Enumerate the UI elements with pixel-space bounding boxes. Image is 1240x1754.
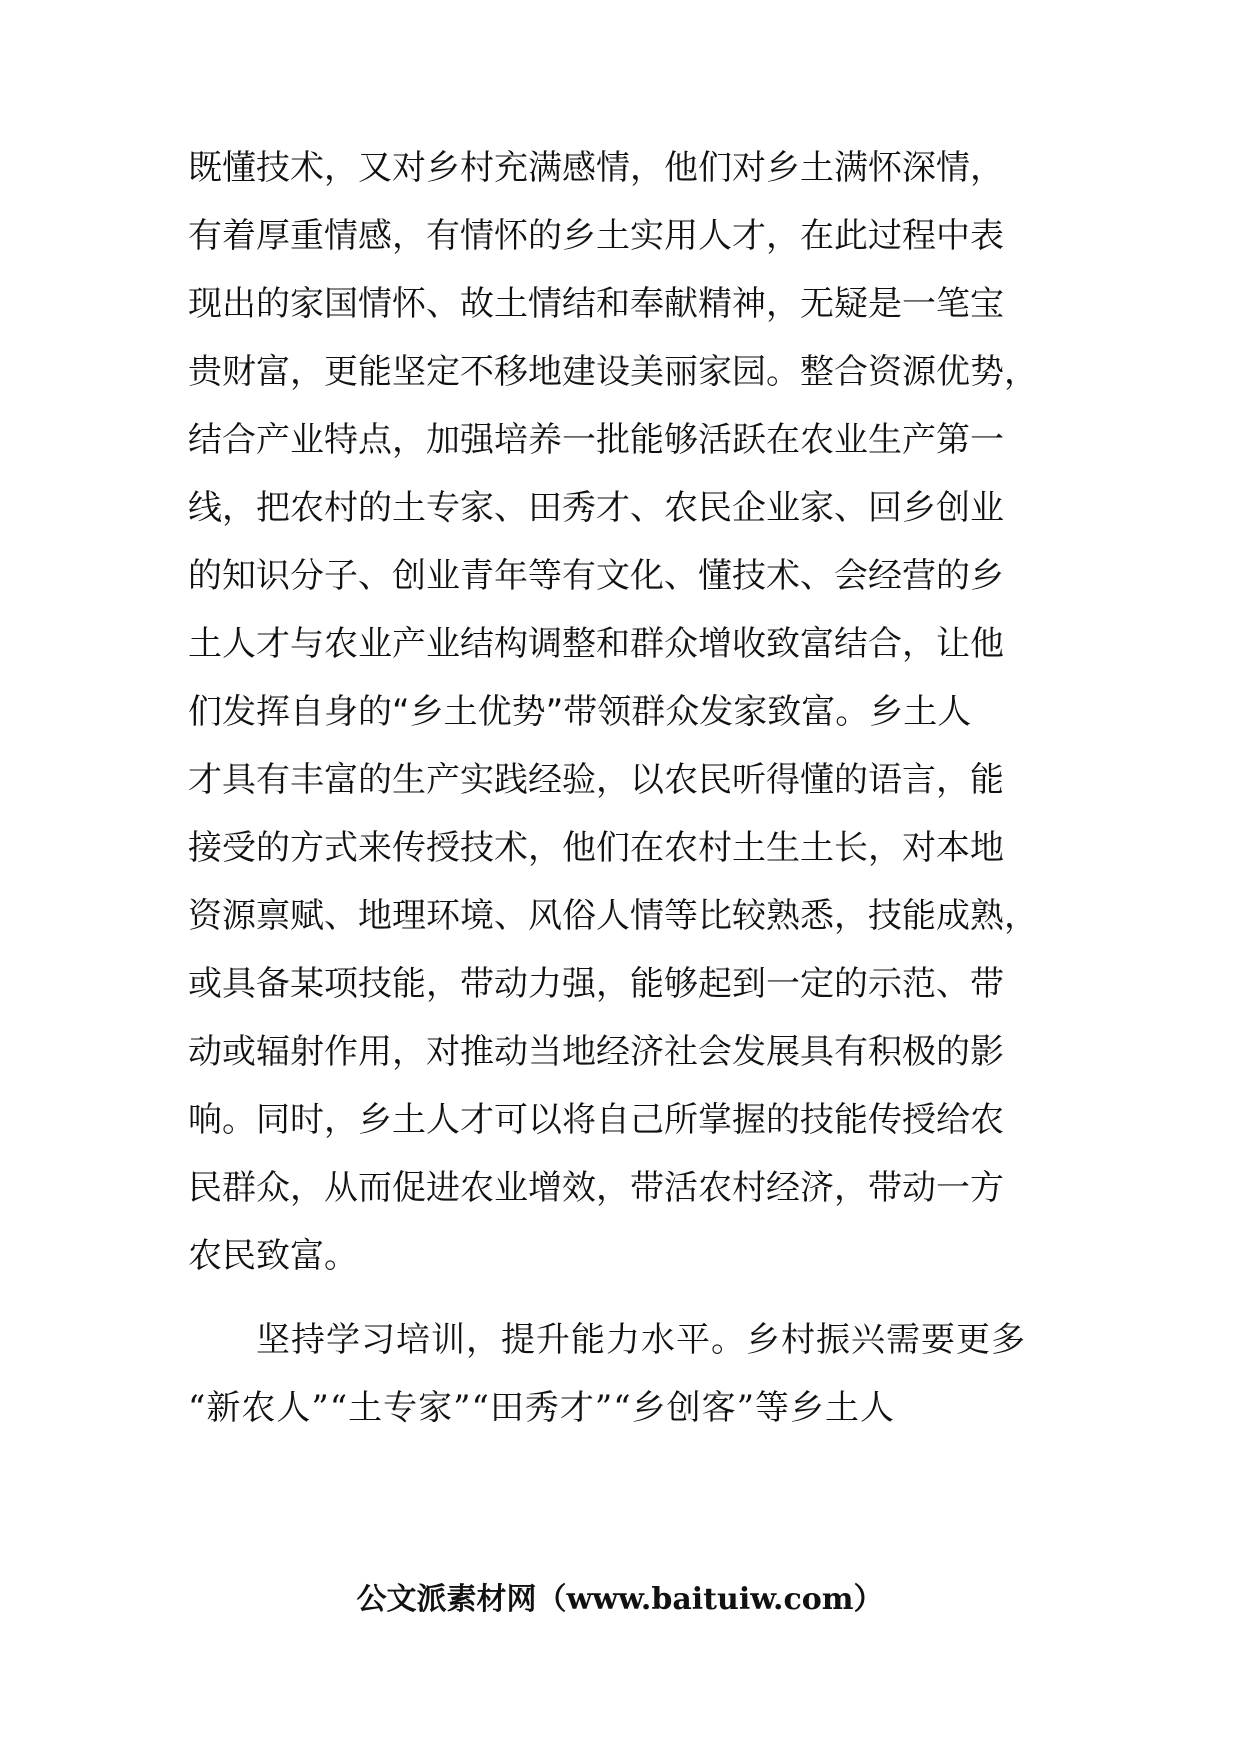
paragraph-line: 贵财富，更能坚定不移地建设美丽家园。整合资源优势， [188,352,1038,392]
paragraph-line: 结合产业特点，加强培养一批能够活跃在农业生产第一 [188,420,1004,460]
paragraph-line: 们发挥自身的“乡土优势”带领群众发家致富。乡土人 [188,692,972,732]
paragraph-line: 响。同时，乡土人才可以将自己所掌握的技能传授给农 [188,1100,1004,1140]
paragraph-line: 接受的方式来传授技术，他们在农村土生土长，对本地 [188,828,1004,868]
paragraph-line: 既懂技术，又对乡村充满感情，他们对乡土满怀深情， [188,148,1004,188]
paragraph-line: “新农人”“土专家”“田秀才”“乡创客”等乡土人 [188,1388,896,1428]
footer-watermark-text: 公文派素材网（www.baituiw.com） [356,1582,884,1617]
paragraph-line: 才具有丰富的生产实践经验，以农民听得懂的语言，能 [188,760,1004,800]
paragraph-line: 农民致富。 [188,1236,358,1276]
paragraph-line: 民群众，从而促进农业增效，带活农村经济，带动一方 [188,1168,1004,1208]
paragraph-line: 有着厚重情感，有情怀的乡土实用人才，在此过程中表 [188,216,1004,256]
paragraph-line: 线，把农村的土专家、田秀才、农民企业家、回乡创业 [188,488,1004,528]
paragraph-line: 土人才与农业产业结构调整和群众增收致富结合，让他 [188,624,1004,664]
paragraph-line: 动或辐射作用，对推动当地经济社会发展具有积极的影 [188,1032,1004,1072]
paragraph-line: 资源禀赋、地理环境、风俗人情等比较熟悉，技能成熟， [188,896,1038,936]
paragraph-line: 或具备某项技能，带动力强，能够起到一定的示范、带 [188,964,1004,1004]
paragraph-line: 坚持学习培训，提升能力水平。乡村振兴需要更多 [256,1320,1026,1360]
paragraph-line: 现出的家国情怀、故土情结和奉献精神，无疑是一笔宝 [188,284,1004,324]
paragraph-line: 的知识分子、创业青年等有文化、懂技术、会经营的乡 [188,556,1004,596]
